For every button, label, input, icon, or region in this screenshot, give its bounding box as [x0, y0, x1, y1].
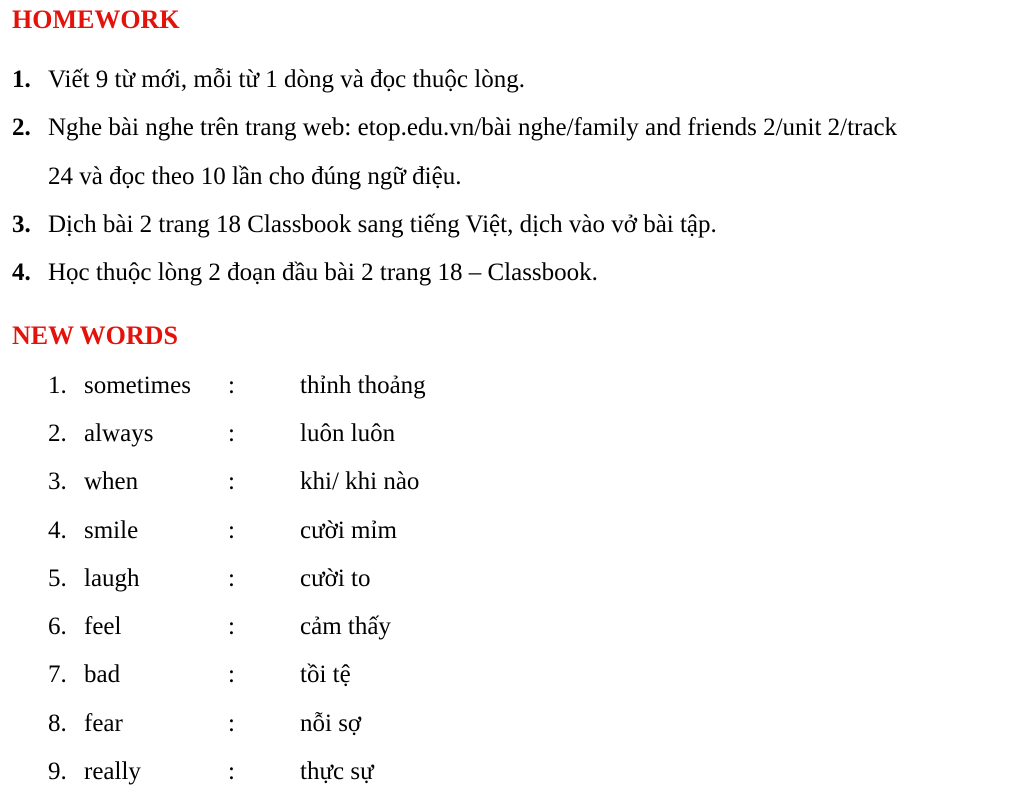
vocab-meaning: nỗi sợ	[300, 710, 362, 737]
homework-item-number: 2.	[12, 114, 31, 141]
vocab-meaning: tồi tệ	[300, 661, 351, 688]
vocab-meaning: luôn luôn	[300, 420, 396, 447]
vocab-row	[0, 757, 700, 787]
vocab-row	[0, 371, 700, 401]
vocab-meaning: cảm thấy	[300, 613, 391, 640]
vocab-word: feel	[84, 613, 122, 640]
vocab-number: 6.	[48, 613, 67, 640]
vocab-number: 3.	[48, 468, 67, 495]
vocab-word: smile	[84, 517, 139, 544]
vocab-number: 2.	[48, 420, 67, 447]
homework-heading: HOMEWORK	[12, 5, 180, 34]
homework-item-number: 4.	[12, 259, 31, 286]
vocab-number: 7.	[48, 661, 67, 688]
vocab-separator: :	[228, 565, 235, 592]
vocab-meaning: cười mỉm	[300, 517, 397, 544]
vocab-word: always	[84, 420, 154, 447]
vocab-row	[0, 516, 700, 546]
vocab-row	[0, 709, 700, 739]
vocab-word: bad	[84, 661, 121, 688]
vocab-separator: :	[228, 468, 235, 495]
vocab-separator: :	[228, 758, 235, 785]
vocab-word: fear	[84, 710, 123, 737]
vocab-number: 4.	[48, 517, 67, 544]
vocab-meaning: khi/ khi nào	[300, 468, 420, 495]
vocab-number: 9.	[48, 758, 67, 785]
vocab-meaning: cười to	[300, 565, 371, 592]
homework-item-text: Học thuộc lòng 2 đoạn đầu bài 2 trang 18 – Classbook.	[48, 259, 598, 286]
vocab-separator: :	[228, 420, 235, 447]
vocab-separator: :	[228, 372, 235, 399]
homework-item-text: Nghe bài nghe trên trang web: etop.edu.vn/bài nghe/family and friends 2/unit 2/track	[48, 114, 898, 141]
homework-item-text-continued: 24 và đọc theo 10 lần cho đúng ngữ điệu.	[48, 163, 462, 190]
vocab-word: sometimes	[84, 372, 191, 399]
vocab-row	[0, 564, 700, 594]
vocab-separator: :	[228, 613, 235, 640]
homework-item-text: Viết 9 từ mới, mỗi từ 1 dòng và đọc thuộc lòng.	[48, 66, 525, 93]
vocab-word: when	[84, 468, 139, 495]
vocab-row	[0, 419, 700, 449]
vocab-row	[0, 467, 700, 497]
new-words-heading: NEW WORDS	[12, 321, 178, 350]
vocab-word: really	[84, 758, 141, 785]
vocab-meaning: thực sự	[300, 758, 374, 785]
vocab-word: laugh	[84, 565, 140, 592]
vocab-row	[0, 660, 700, 690]
vocab-number: 1.	[48, 372, 67, 399]
vocab-row	[0, 612, 700, 642]
vocab-separator: :	[228, 661, 235, 688]
vocab-separator: :	[228, 517, 235, 544]
vocab-number: 5.	[48, 565, 67, 592]
vocab-meaning: thỉnh thoảng	[300, 372, 426, 399]
homework-item-text: Dịch bài 2 trang 18 Classbook sang tiếng Việt, dịch vào vở bài tập.	[48, 211, 717, 238]
homework-item-number: 1.	[12, 66, 31, 93]
homework-item-number: 3.	[12, 211, 31, 238]
vocab-separator: :	[228, 710, 235, 737]
vocab-number: 8.	[48, 710, 67, 737]
